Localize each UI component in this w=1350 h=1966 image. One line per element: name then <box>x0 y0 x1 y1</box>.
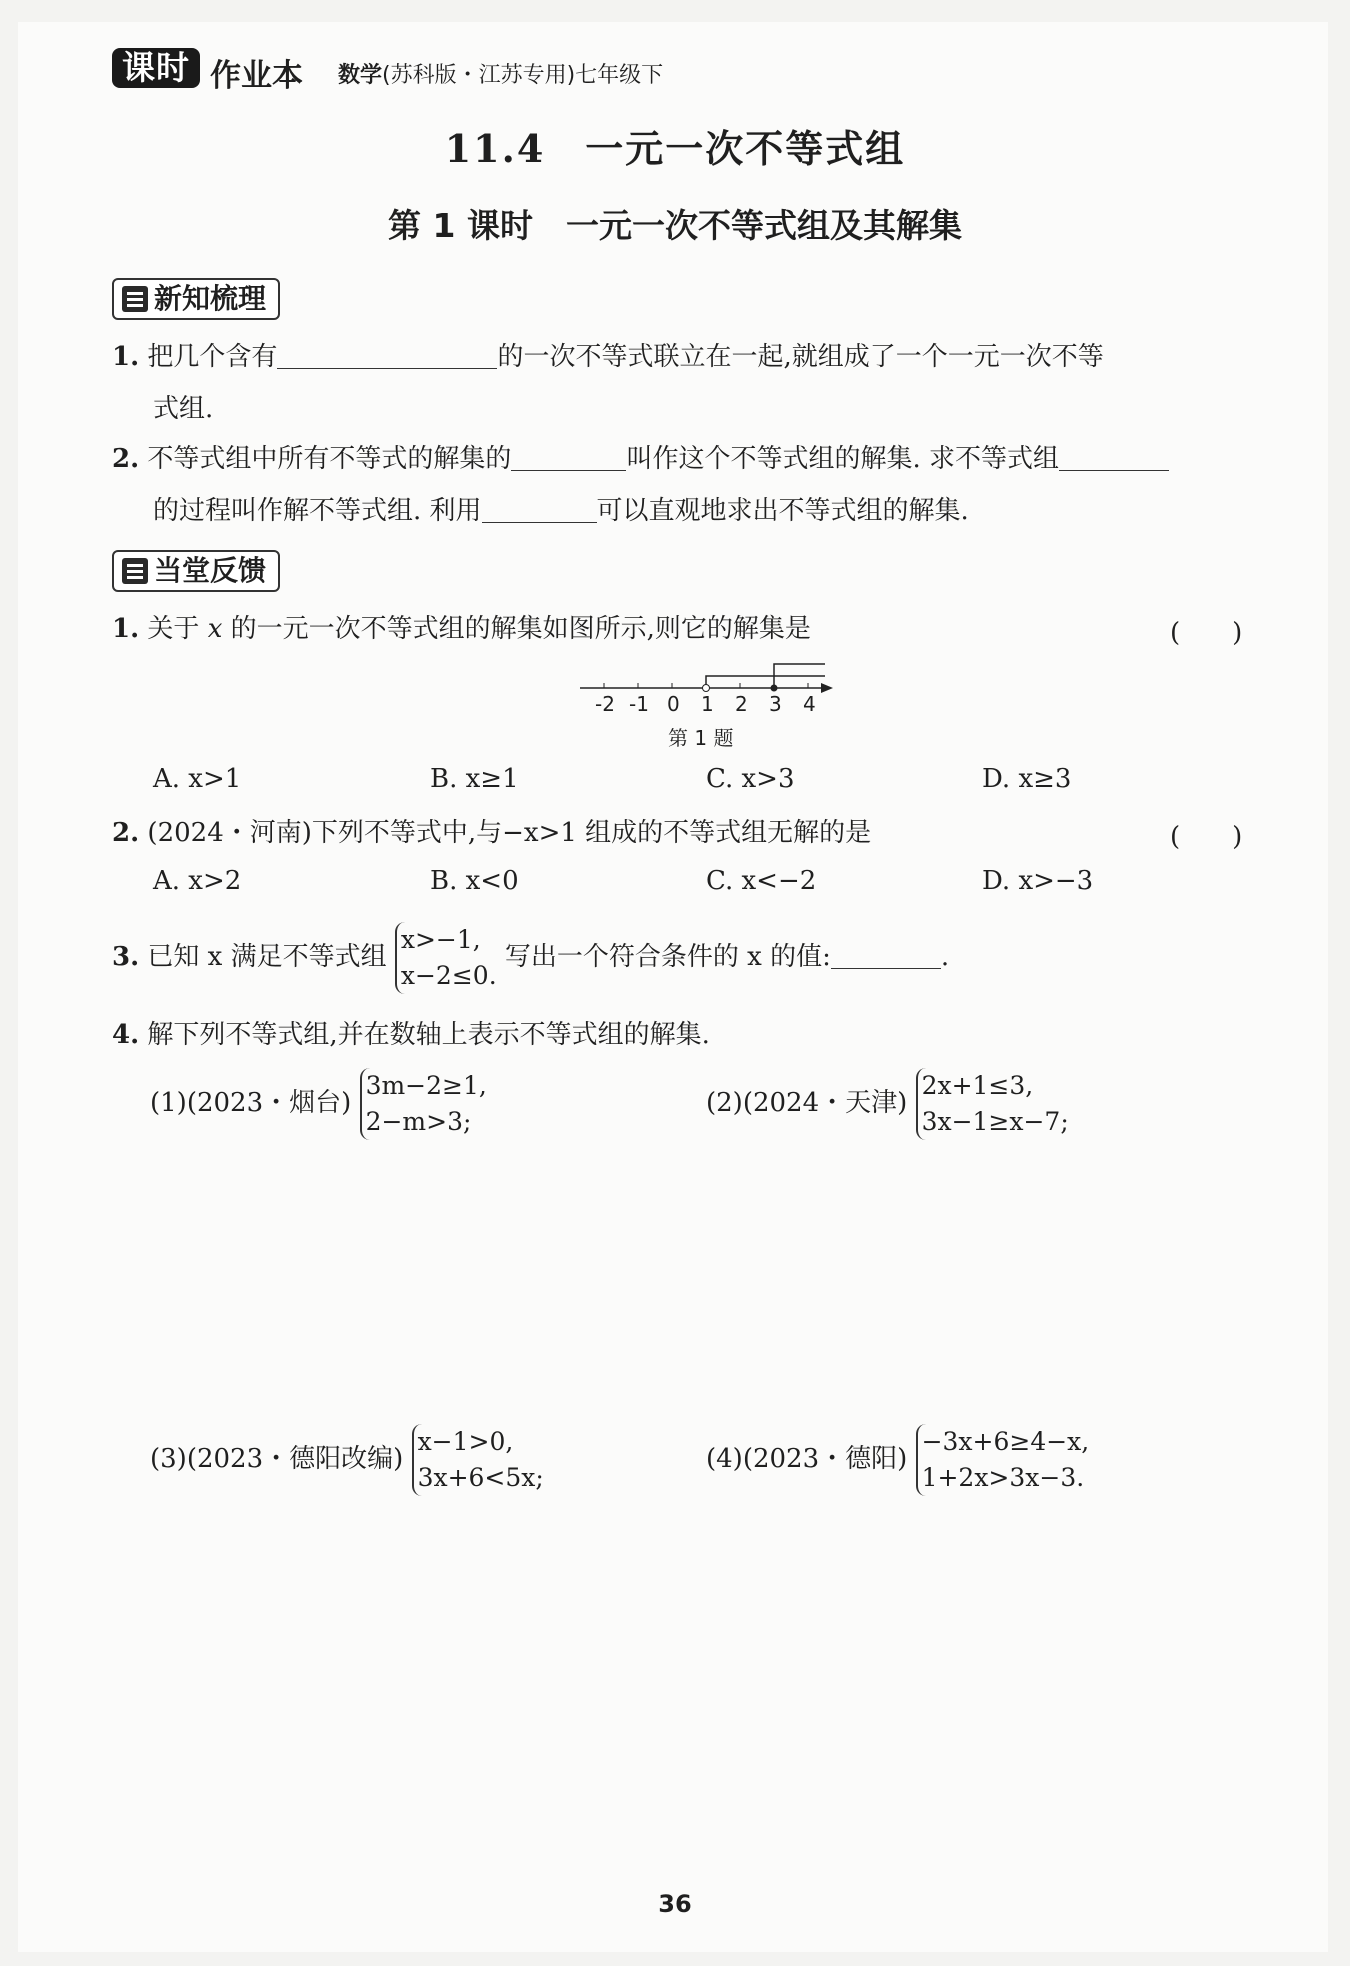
tick-label: 2 <box>735 692 748 716</box>
answer-blank[interactable] <box>277 342 497 369</box>
question-text: . <box>940 942 950 972</box>
book-title: 作业本 <box>210 58 303 94</box>
s2-question-3 <box>112 922 949 994</box>
answer-blank[interactable] <box>831 942 941 969</box>
option-b[interactable]: B. x≥1 <box>430 764 519 794</box>
page-number: 36 <box>658 1890 692 1918</box>
inequality-system <box>916 1424 1090 1496</box>
inequality-line: 1+2x>3x−3. <box>921 1463 1085 1492</box>
part-label: (1)(2023・烟台) <box>150 1088 352 1118</box>
q4-part-2 <box>706 1068 1069 1140</box>
question-text: 解下列不等式组,并在数轴上表示不等式组的解集. <box>147 1020 710 1050</box>
inequality-system <box>395 922 497 994</box>
inequality-system <box>916 1068 1069 1140</box>
question-number: 4. <box>112 1020 140 1050</box>
subject-edition: (苏科版・江苏专用)七年级下 <box>382 63 664 88</box>
inequality-line: 3x+6<5x; <box>417 1463 544 1492</box>
question-text: 关于 <box>147 614 208 644</box>
option-d[interactable]: D. x>−3 <box>982 866 1094 896</box>
inequality-line: 3x−1≥x−7; <box>921 1107 1069 1136</box>
page-title: 11.4 一元一次不等式组 <box>444 126 906 171</box>
inequality-system <box>360 1068 487 1140</box>
question-number: 3. <box>112 942 140 972</box>
inequality-line: 2x+1≤3, <box>921 1071 1034 1100</box>
q4-part-4 <box>706 1424 1089 1496</box>
tick-label: 4 <box>803 692 816 716</box>
tick-label: -1 <box>629 692 649 716</box>
question-text: 写出一个符合条件的 x 的值: <box>504 942 831 972</box>
tick-labels <box>575 692 845 716</box>
closed-dot <box>771 685 778 692</box>
inequality-line: x>−1, <box>400 925 481 954</box>
question-number: 2. <box>112 818 140 848</box>
figure-caption: 第 1 题 <box>668 726 734 750</box>
answer-blank[interactable] <box>511 444 626 471</box>
option-c[interactable]: C. x>3 <box>706 764 795 794</box>
page-subtitle: 第 1 课时 一元一次不等式组及其解集 <box>388 206 962 245</box>
part-label: (3)(2023・德阳改编) <box>150 1444 404 1474</box>
answer-blank[interactable] <box>482 496 597 523</box>
question-number: 1. <box>112 342 140 372</box>
option-d[interactable]: D. x≥3 <box>982 764 1072 794</box>
question-text: 可以直观地求出不等式组的解集. <box>596 496 969 526</box>
option-c[interactable]: C. x<−2 <box>706 866 817 896</box>
s1-question-1-cont: 式组. <box>153 394 214 424</box>
open-dot <box>703 685 710 692</box>
tick-label: 3 <box>769 692 782 716</box>
question-text: 叫作这个不等式组的解集. 求不等式组 <box>626 444 1059 474</box>
question-text: 的一次不等式联立在一起,就组成了一个一元一次不等 <box>497 342 1104 372</box>
option-b[interactable]: B. x<0 <box>430 866 519 896</box>
question-text: 已知 x 满足不等式组 <box>147 942 387 972</box>
book-icon <box>122 286 148 312</box>
subject-line <box>338 58 663 89</box>
option-a[interactable]: A. x>2 <box>153 866 242 896</box>
tick-label: 0 <box>667 692 680 716</box>
variable: x <box>207 614 223 644</box>
inequality-line: 3m−2≥1, <box>365 1071 487 1100</box>
question-text: (2024・河南)下列不等式中,与−x>1 组成的不等式组无解的是 <box>147 818 872 848</box>
pencil-icon <box>122 558 148 584</box>
ray-x-gt-1 <box>706 676 825 688</box>
part-label: (2)(2024・天津) <box>706 1088 908 1118</box>
s1-question-2-cont <box>153 494 969 528</box>
s1-question-1 <box>112 340 1104 374</box>
question-text: 把几个含有 <box>147 342 278 372</box>
section-label: 新知梳理 <box>154 282 267 315</box>
question-number: 2. <box>112 444 140 474</box>
q4-part-3 <box>150 1424 544 1496</box>
inequality-line: x−1>0, <box>417 1427 514 1456</box>
inequality-line: x−2≤0. <box>400 961 497 990</box>
brand-logo: 课时 <box>112 48 200 88</box>
tick-label: -2 <box>595 692 615 716</box>
inequality-system <box>412 1424 544 1496</box>
section-label: 当堂反馈 <box>154 554 267 587</box>
inequality-line: −3x+6≥4−x, <box>921 1427 1090 1456</box>
q4-part-1 <box>150 1068 487 1140</box>
question-text: 的一元一次不等式组的解集如图所示,则它的解集是 <box>222 614 811 644</box>
s2-question-2 <box>112 816 871 850</box>
s1-question-2 <box>112 442 1169 476</box>
section-header-class-feedback <box>112 550 280 592</box>
question-number: 1. <box>112 614 140 644</box>
subject-name: 数学 <box>338 63 383 88</box>
answer-parentheses[interactable]: ( ) <box>1170 618 1243 648</box>
tick-label: 1 <box>701 692 714 716</box>
s2-question-1 <box>112 612 811 646</box>
part-label: (4)(2023・德阳) <box>706 1444 908 1474</box>
s2-question-4 <box>112 1018 710 1052</box>
question-text: 不等式组中所有不等式的解集的 <box>147 444 512 474</box>
answer-parentheses[interactable]: ( ) <box>1170 822 1243 852</box>
question-text: 的过程叫作解不等式组. 利用 <box>153 496 482 526</box>
section-header-new-knowledge <box>112 278 280 320</box>
option-a[interactable]: A. x>1 <box>153 764 242 794</box>
answer-blank[interactable] <box>1059 444 1169 471</box>
inequality-line: 2−m>3; <box>365 1107 472 1136</box>
